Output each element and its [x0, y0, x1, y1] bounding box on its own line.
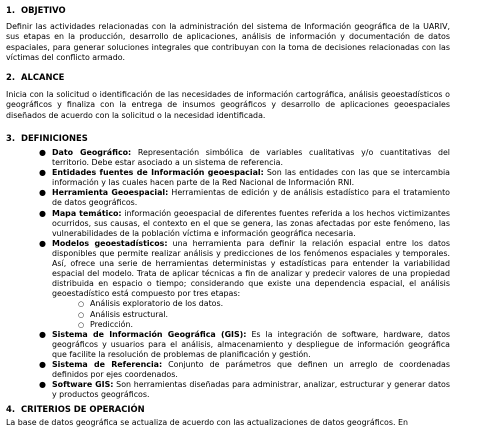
section-title: OBJETIVO [21, 5, 66, 15]
section-title: DEFINICIONES [21, 133, 88, 143]
stage-text: Predicción. [90, 319, 133, 329]
definition-text: Son herramientas diseñadas para administrar, analizar, estructurar y generar datos y productos geográficos. [52, 380, 450, 400]
definition-term: Software GIS: [52, 380, 114, 390]
section-title: CRITERIOS DE OPERACIÓN [21, 404, 145, 414]
bullet-icon: ● [39, 359, 46, 369]
definition-text: Conjunto de parámetros que definen un arreglo de coordenadas definidos por ejes coordenados. [52, 359, 451, 380]
definition-item [39, 380, 450, 400]
definition-text: información geoespacial de diferentes fuentes referida a los hechos victimizantes ocurridos, sus causas, el contexto en el que se genera, las zonas afectadas por este fenómeno, las vulnerabilidades de la población víctima e información geográfica necesaria. [52, 208, 450, 238]
definition-term: Sistema de Referencia: [52, 359, 163, 369]
stage-text: Análisis estructural. [90, 309, 169, 319]
objetivo-paragraph: Definir las actividades relacionadas con la administración del sistema de Información geográfica de la UARIV, sus etapas en la producción, desarrollo de aplicaciones, análisis de información y documentación de datos espaciales, para generar soluciones integrales que contribuyan con la toma de decisiones relacionadas con las víctimas del conflicto armado. [6, 22, 450, 63]
section-number: 2. [6, 72, 16, 82]
bullet-icon: ● [39, 238, 46, 248]
bullet-icon: ● [39, 188, 46, 198]
geostat-stages-list [52, 299, 450, 329]
bullet-icon: ● [39, 168, 46, 178]
bullet-icon: ● [39, 380, 46, 390]
definition-text: Herramientas de edición y de análisis estadístico para el tratamiento de datos geográficos. [52, 188, 450, 208]
section-number: 4. [6, 404, 16, 414]
definition-item [39, 168, 451, 188]
definition-text: Es la integración de software, hardware, datos geográficos y usuarios para el análisis, almacenamiento y despliegue de información geográfica que facilite la resolución de problemas de planificación y gestión. [52, 329, 451, 359]
definitions-list [39, 148, 451, 400]
stage-item [78, 309, 450, 320]
stage-item [78, 319, 450, 330]
definition-text: Son las entidades con las que se intercambia información y las cuales hacen parte de la Red Nacional de Información RNI. [52, 168, 451, 188]
definition-item [39, 329, 451, 360]
definition-item [39, 188, 450, 208]
section-title: ALCANCE [21, 72, 65, 82]
definition-item [39, 148, 450, 168]
bullet-icon: ● [39, 208, 46, 218]
definition-text: Representación simbólica de variables cualitativas y/o cuantitativas del territorio. Debe estar asociado a un sistema de referencia. [52, 148, 450, 168]
definition-term: Dato Geográfico: [52, 148, 132, 157]
circle-bullet-icon: ○ [78, 300, 85, 309]
criterios-paragraph: La base de datos geográfica se actualiza de acuerdo con las actualizaciones de datos geográficos. En [6, 418, 408, 427]
section-heading-objetivo [6, 5, 66, 16]
bullet-icon: ● [39, 148, 46, 157]
definition-term: Entidades fuentes de Información geoespacial: [52, 168, 264, 178]
definition-item [39, 208, 450, 239]
section-heading-criterios [6, 404, 145, 415]
section-number: 1. [6, 5, 16, 15]
definition-item [39, 238, 450, 330]
circle-bullet-icon: ○ [78, 320, 85, 329]
section-heading-alcance [6, 72, 64, 83]
definition-text: una herramienta para definir la relación espacial entre los datos disponibles que permite realizar análisis y predicciones de los fenómenos espaciales y temporales. Así, ofrece una serie de herramientas deterministas y estadísticas para entender la variabilidad espacial del modelo. Trata de aplicar técnicas a fin de analizar y predecir valores de una propiedad distribuida en espacio o tiempo; considerando que existe una dependencia espacial, el análisis geoestadístico está compuesto por tres etapas: [52, 238, 450, 299]
section-heading-definiciones [6, 133, 88, 144]
alcance-paragraph: Inicia con la solicitud o identificación de las necesidades de información cartográfica, análisis geoestadísticos o geográficos y finaliza con la entrega de insumos geográficos y desarrollo de aplicaciones geoespaciales diseñados de acuerdo con la solicitud o la necesidad identificada. [6, 90, 450, 120]
definition-term: Mapa temático: [52, 208, 122, 218]
definition-term: Modelos geoestadísticos: [52, 238, 168, 248]
section-number: 3. [6, 133, 16, 143]
stage-item [78, 299, 450, 309]
circle-bullet-icon: ○ [78, 310, 85, 319]
stage-text: Análisis exploratorio de los datos. [90, 299, 224, 309]
definition-item [39, 359, 451, 380]
definition-term: Sistema de Información Geográfica (GIS): [52, 329, 247, 339]
definition-term: Herramienta Geoespacial: [52, 188, 169, 198]
bullet-icon: ● [39, 329, 46, 339]
